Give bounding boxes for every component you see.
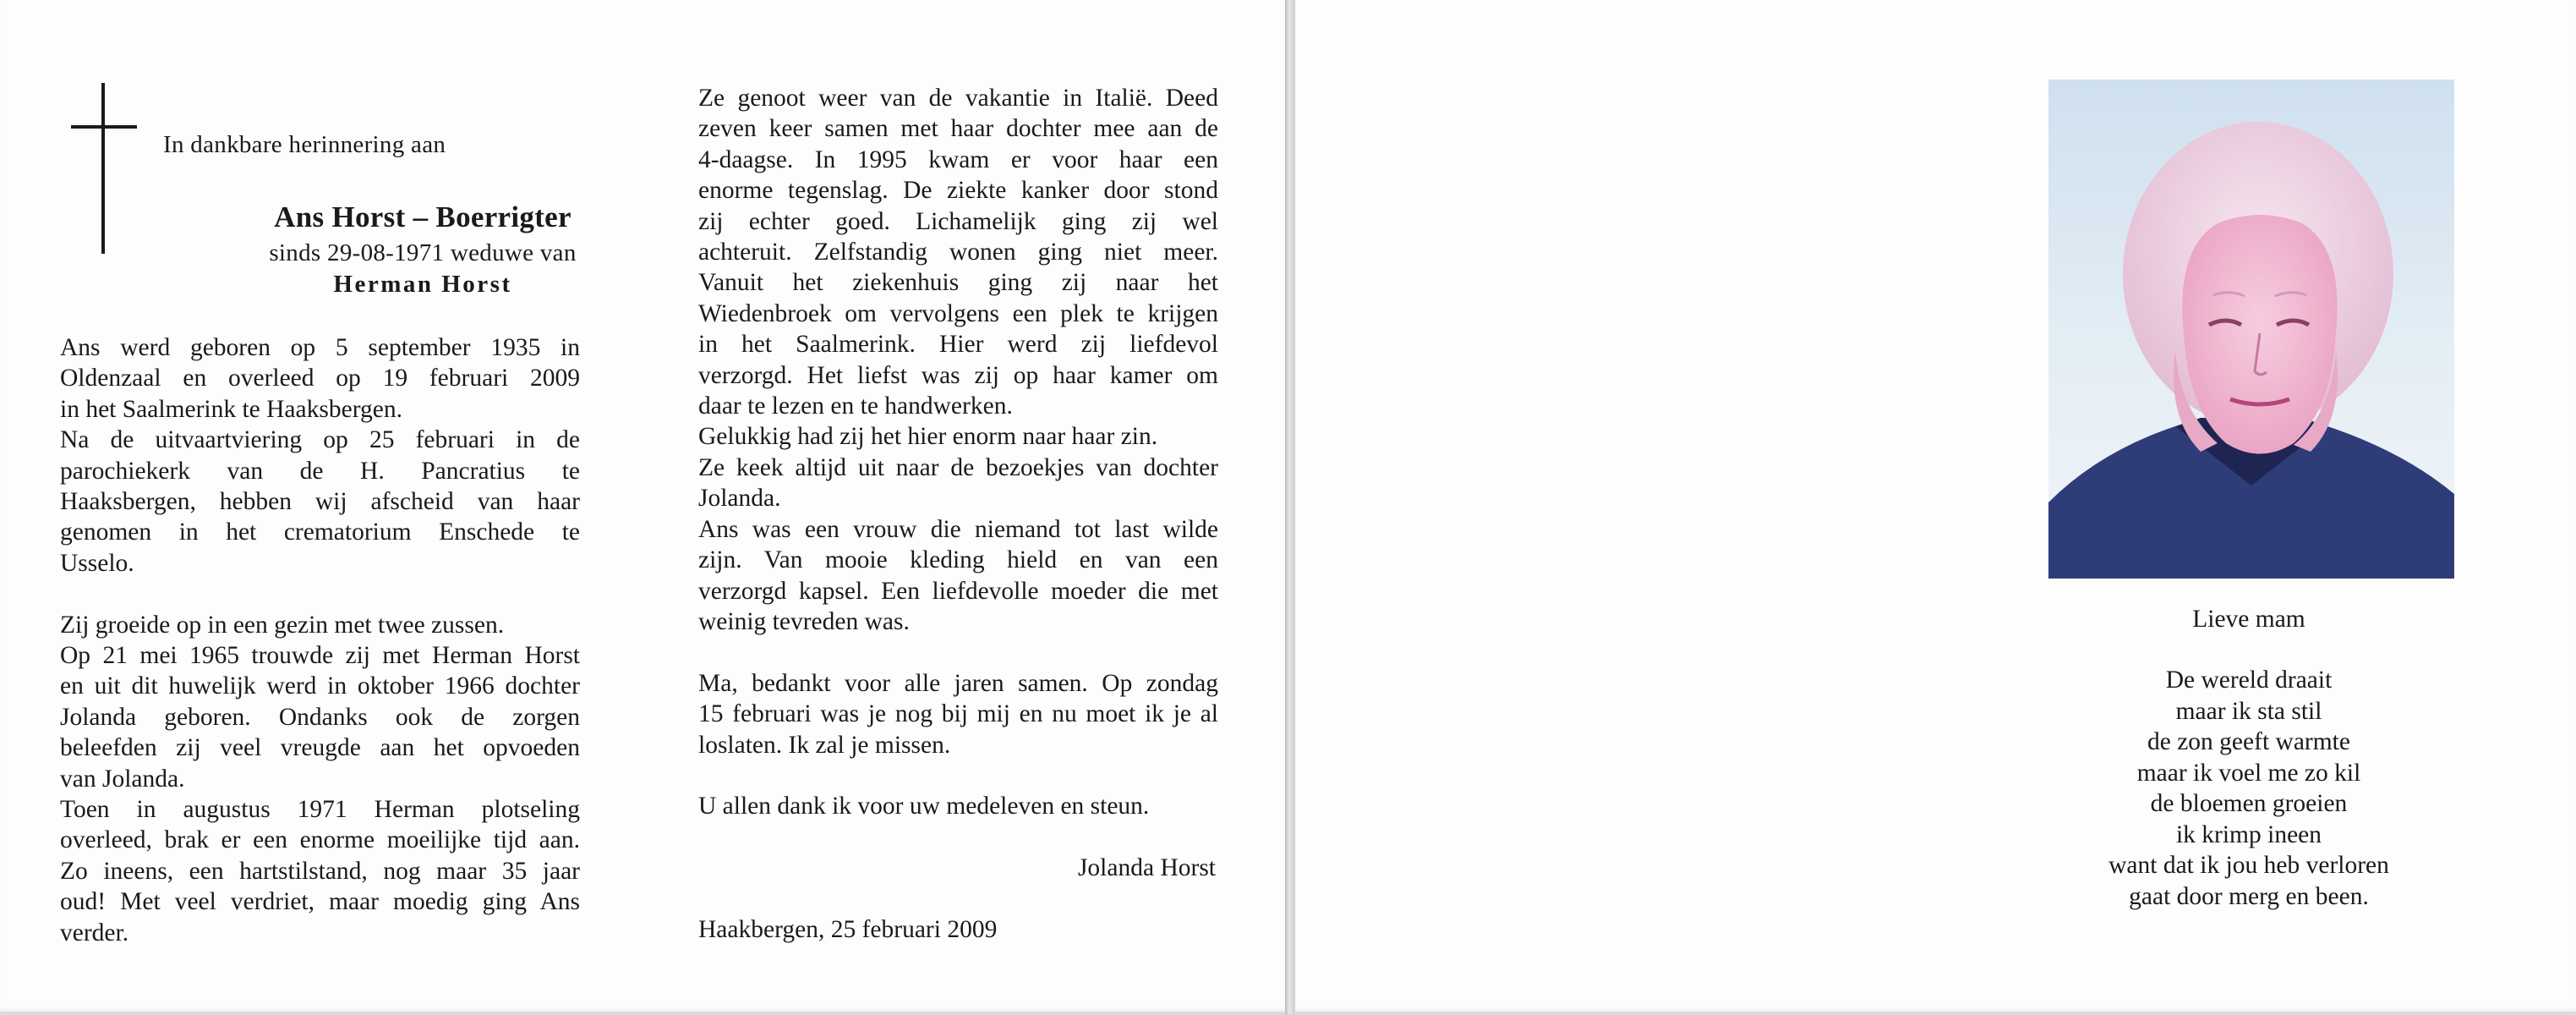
bio-col2-line: verzorgd. Het liefst was zij op haar kamer om — [698, 361, 1218, 389]
bio-col2-line: 4-daagse. In 1995 kwam er voor haar een — [698, 145, 1218, 173]
portrait-photo — [2048, 80, 2454, 579]
bio-col2-line: 15 februari was je nog bij mij en nu moet ik je al — [698, 700, 1218, 728]
poem-line: maar ik sta stil — [2175, 697, 2322, 725]
bio-col1-line: Usselo. — [60, 549, 134, 577]
poem-line: De wereld draait — [2165, 667, 2333, 694]
bio-col1-line: Ans werd geboren op 5 september 1935 in — [60, 334, 580, 361]
poem-line: de zon geeft warmte — [2147, 728, 2350, 755]
deceased-name: Ans Horst – Boerrigter — [274, 200, 572, 233]
bio-col1-line: Toen in augustus 1971 Herman plotseling — [60, 796, 580, 824]
bio-col1-line: Jolanda geboren. Ondanks ook de zorgen — [60, 703, 580, 731]
bio-col2-line: Ze keek altijd uit naar de bezoekjes van dochter — [698, 453, 1218, 481]
bio-col2-line: Vanuit het ziekenhuis ging zij naar het — [698, 269, 1218, 297]
place-date: Haakbergen, 25 februari 2009 — [698, 916, 998, 943]
bio-col2-line: zeven keer samen met haar dochter mee aan de — [698, 115, 1218, 143]
bio-col1-line: en uit dit huwelijk werd in oktober 1966 dochter — [60, 672, 580, 700]
bio-col2-blank-line — [698, 637, 1218, 667]
bio-col2-line: achteruit. Zelfstandig wonen ging niet meer. — [698, 239, 1218, 266]
biography-column-2 — [698, 83, 1218, 822]
poem-line: maar ik voel me zo kil — [2136, 759, 2361, 787]
intro-text: In dankbare herinnering aan — [163, 131, 446, 158]
bio-col1-line: genomen in het crematorium Enschede te — [60, 518, 580, 546]
bio-col2-line: daar te lezen en te handwerken. — [698, 392, 1013, 420]
bio-col2-line: Ma, bedankt voor alle jaren samen. Op zondag — [698, 669, 1218, 697]
poem-line: de bloemen groeien — [2150, 790, 2348, 817]
bio-col1-line: overleed, brak er een enorme moeilijke tijd aan. — [60, 826, 580, 854]
bio-col2-line: in het Saalmerink. Hier werd zij liefdevol — [698, 331, 1218, 359]
bio-col2-line: enorme tegenslag. De ziekte kanker door stond — [698, 177, 1218, 205]
bio-col2-line: weinig tevreden was. — [698, 607, 910, 635]
bio-col2-line: zij echter goed. Lichamelijk ging zij wel — [698, 207, 1218, 235]
bio-col1-line: Zo ineens, een hartstilstand, nog maar 35 jaar — [60, 857, 580, 885]
bio-col2-line: Ans was een vrouw die niemand tot last wilde — [698, 515, 1218, 543]
bio-col1-line: Oldenzaal en overleed op 19 februari 2009 — [60, 365, 580, 392]
bio-col1-line: oud! Met veel verdriet, maar moedig ging Ans — [60, 888, 580, 916]
bio-col1-line: verder. — [60, 919, 129, 946]
bio-col1-line: in het Saalmerink te Haaksbergen. — [60, 395, 402, 423]
bio-col2-line: zijn. Van mooie kleding hield en van een — [698, 546, 1218, 574]
bio-col1-line: Haaksbergen, hebben wij afscheid van haar — [60, 488, 580, 516]
bio-col1-line: parochiekerk van de H. Pancratius te — [60, 457, 580, 485]
poem — [2029, 665, 2469, 912]
bio-col1-line: beleefden zij veel vreugde aan het opvoeden — [60, 734, 580, 762]
bio-col2-line: Wiedenbroek om vervolgens een plek te krijgen — [698, 299, 1218, 327]
bio-col2-line: loslaten. Ik zal je missen. — [698, 731, 951, 759]
poem-line: want dat ik jou heb verloren — [2108, 852, 2389, 879]
bio-col2-line: Jolanda. — [698, 485, 781, 513]
biography-column-1 — [60, 332, 580, 948]
bio-col1-blank-line — [60, 579, 580, 609]
bio-col1-line: van Jolanda. — [60, 765, 185, 793]
bio-col2-line: Gelukkig had zij het hier enorm naar haar zin. — [698, 423, 1158, 451]
bio-col2-line: U allen dank ik voor uw medeleven en steun. — [698, 793, 1150, 820]
card-fold — [1285, 0, 1295, 1015]
signature: Jolanda Horst — [1077, 854, 1216, 881]
poem-line: ik krimp ineen — [2175, 820, 2322, 848]
poem-title: Lieve mam — [2192, 606, 2305, 633]
bio-col1-line: Op 21 mei 1965 trouwde zij met Herman Horst — [60, 642, 580, 670]
bio-col2-line: Ze genoot weer van de vakantie in Italië. Deed — [698, 85, 1218, 112]
poem-line: gaat door merg en been. — [2129, 882, 2369, 910]
bio-col2-line: verzorgd kapsel. Een liefdevolle moeder die met — [698, 577, 1218, 605]
bio-col1-line: Na de uitvaartviering op 25 februari in de — [60, 426, 580, 454]
bio-col1-line: Zij groeide op in een gezin met twee zussen. — [60, 611, 505, 639]
widow-since-text: sinds 29-08-1971 weduwe van — [269, 239, 577, 266]
spouse-name: Herman Horst — [333, 271, 512, 298]
bio-col2-blank-line — [698, 760, 1218, 791]
cross-icon-horizontal — [71, 125, 137, 129]
